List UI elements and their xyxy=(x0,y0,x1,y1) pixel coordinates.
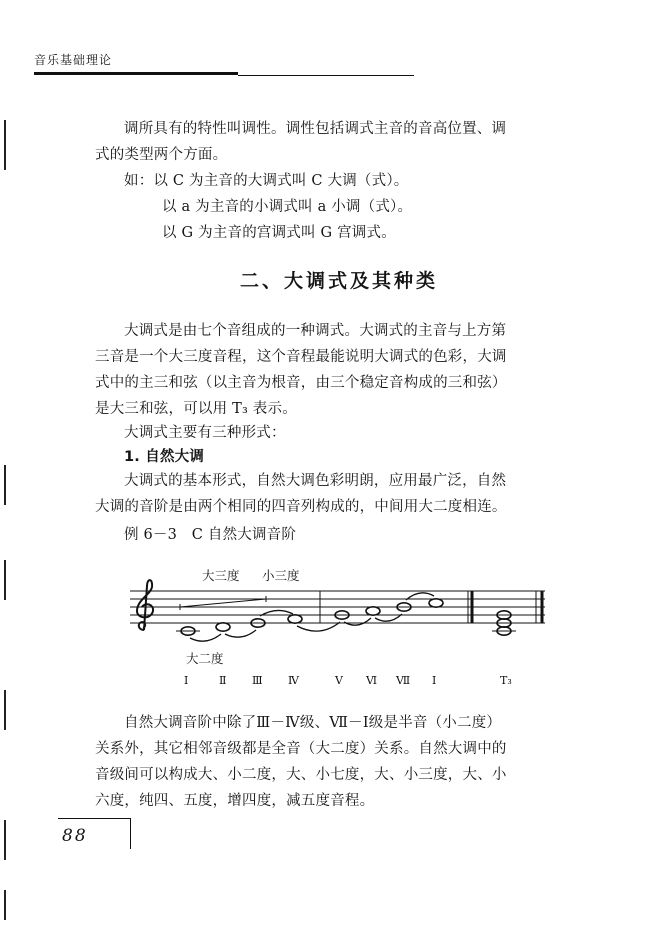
scan-edge-mark xyxy=(4,120,6,170)
degree-8: Ⅰ xyxy=(432,674,437,687)
degree-2: Ⅱ xyxy=(219,674,227,687)
note-a xyxy=(366,607,380,615)
staff-notation xyxy=(120,560,560,700)
degree-5: Ⅴ xyxy=(335,674,343,687)
note-c-octave xyxy=(429,599,443,607)
body-line: 大调式是由七个音组成的一种调式。大调式的主音与上方第 xyxy=(124,323,507,339)
scan-edge-mark xyxy=(4,690,6,730)
body-line: 关系外，其它相邻音级都是全音（大二度）关系。自然大调中的 xyxy=(95,741,507,757)
label-major-second: 大二度 xyxy=(186,651,224,666)
header-rule-thick xyxy=(34,72,238,75)
body-line: 三音是一个大三度音程，这个音程最能说明大调式的色彩，大调 xyxy=(95,349,507,365)
slurs xyxy=(190,593,434,641)
degree-3: Ⅲ xyxy=(252,674,263,687)
degree-6: Ⅵ xyxy=(366,674,378,687)
degree-4: Ⅳ xyxy=(288,674,299,687)
scan-edge-mark xyxy=(4,465,6,505)
body-line: 是大三和弦，可以用 T₃ 表示。 xyxy=(95,401,297,417)
body-line: 自然大调音阶中除了Ⅲ－Ⅳ级、Ⅶ－Ⅰ级是半音（小二度） xyxy=(124,715,502,731)
degree-7: Ⅶ xyxy=(396,674,411,687)
page-number: 88 xyxy=(62,826,88,846)
body-line: 大调式的基本形式，自然大调色彩明朗，应用最广泛，自然 xyxy=(124,473,507,489)
subsection-heading: 1. 自然大调 xyxy=(124,449,205,465)
body-line: 音级间可以构成大、小二度，大、小七度，大、小三度，大、小 xyxy=(95,767,507,783)
music-example xyxy=(120,560,560,700)
scan-edge-mark xyxy=(4,890,6,920)
example-line: 以 G 为主音的宫调式叫 G 宫调式。 xyxy=(162,225,396,241)
scale-degree-numerals xyxy=(184,674,512,687)
body-line: 式中的主三和弦（以主音为根音，由三个稳定音构成的三和弦） xyxy=(95,375,507,391)
example-line: 如：以 C 为主音的大调式叫 C 大调（式）。 xyxy=(124,173,409,189)
label-major-third: 大三度 xyxy=(202,568,240,583)
body-line: 六度，纯四、五度，增四度，减五度音程。 xyxy=(95,793,375,809)
section-heading: 二、大调式及其种类 xyxy=(240,270,439,292)
degree-1: Ⅰ xyxy=(184,674,189,687)
example-line: 以 a 为主音的小调式叫 a 小调（式）。 xyxy=(162,199,413,215)
header-rule-thin xyxy=(238,75,414,76)
body-line: 式的类型两个方面。 xyxy=(95,147,228,163)
body-line: 大调的音阶是由两个相同的四音列构成的，中间用大二度相连。 xyxy=(95,499,507,515)
interval-bracket-major-third xyxy=(180,599,266,607)
body-line: 调所具有的特性叫调性。调性包括调式主音的音高位置、调 xyxy=(124,121,507,137)
note-d xyxy=(216,623,230,631)
label-minor-third: 小三度 xyxy=(262,568,300,583)
scan-edge-mark xyxy=(4,560,6,600)
running-head: 音乐基础理论 xyxy=(34,53,113,67)
scan-edge-mark xyxy=(4,820,6,860)
body-line: 大调式主要有三种形式： xyxy=(124,425,286,441)
scale-notes xyxy=(181,599,443,635)
note-f xyxy=(288,615,302,623)
chord-label: T₃ xyxy=(500,674,512,687)
example-caption: 例 6－3 C 自然大调音阶 xyxy=(124,527,297,543)
